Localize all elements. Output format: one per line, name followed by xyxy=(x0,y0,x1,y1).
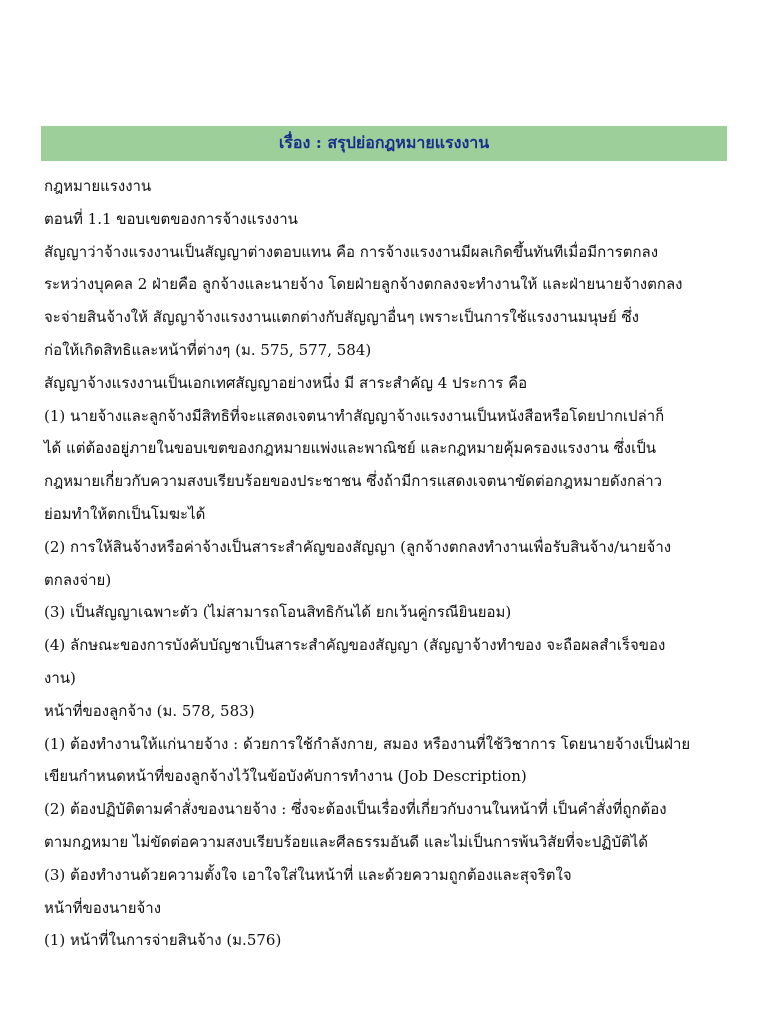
text-line: (1) หน้าที่ในการจ่ายสินจ้าง (ม.576) xyxy=(44,931,282,950)
text-line: (1) นายจ้างและลูกจ้างมีสิทธิที่จะแสดงเจตนาทำสัญญาจ้างแรงงานเป็นหนังสือหรือโดยปากเปล่าก็ xyxy=(44,406,665,425)
text-line: ได้ แต่ต้องอยู่ภายในขอบเขตของกฎหมายแพ่งและพาณิชย์ และกฎหมายคุ้มครองแรงงาน ซึ่งเป็น xyxy=(44,439,657,458)
text-line: หน้าที่ของนายจ้าง xyxy=(44,898,162,917)
document-body xyxy=(44,170,734,957)
text-line: สัญญาจ้างแรงงานเป็นเอกเทศสัญญาอย่างหนึ่ง มี สาระสำคัญ 4 ประการ คือ xyxy=(44,373,528,392)
text-line: ตกลงจ่าย) xyxy=(44,570,112,589)
text-line: (2) การให้สินจ้างหรือค่าจ้างเป็นสาระสำคัญของสัญญา (ลูกจ้างตกลงทำงานเพื่อรับสินจ้าง/นายจ้าง xyxy=(44,537,672,556)
text-line: งาน) xyxy=(44,668,76,687)
text-line: ก่อให้เกิดสิทธิและหน้าที่ต่างๆ (ม. 575, 577, 584) xyxy=(44,340,372,359)
text-line: (4) ลักษณะของการบังคับบัญชาเป็นสาระสำคัญของสัญญา (สัญญาจ้างทำของ จะถือผลสำเร็จของ xyxy=(44,636,666,655)
text-line: ระหว่างบุคคล 2 ฝ่ายคือ ลูกจ้างและนายจ้าง โดยฝ่ายลูกจ้างตกลงจะทำงานให้ และฝ่ายนายจ้างตกลง xyxy=(44,275,683,294)
text-line: ย่อมทำให้ตกเป็นโมฆะได้ xyxy=(44,504,206,523)
text-line: (3) ต้องทำงานด้วยความตั้งใจ เอาใจใส่ในหน้าที่ และด้วยความถูกต้องและสุจริตใจ xyxy=(44,865,572,884)
text-line: สัญญาว่าจ้างแรงงานเป็นสัญญาต่างตอบแทน คือ การจ้างแรงงานมีผลเกิดขึ้นทันทีเมื่อมีการตกลง xyxy=(44,242,659,261)
text-line: (2) ต้องปฏิบัติตามคำสั่งของนายจ้าง : ซึ่งจะต้องเป็นเรื่องที่เกี่ยวกับงานในหน้าที่ เป็นคำสั่งที่ถูกต้อง xyxy=(44,800,667,819)
text-line: หน้าที่ของลูกจ้าง (ม. 578, 583) xyxy=(44,701,255,720)
text-line: ตามกฎหมาย ไม่ขัดต่อความสงบเรียบร้อยและศีลธรรมอันดี และไม่เป็นการพ้นวิสัยที่จะปฏิบัติได้ xyxy=(44,832,649,851)
page-title: เรื่อง : สรุปย่อกฎหมายแรงงาน xyxy=(278,133,490,152)
text-line: ตอนที่ 1.1 ขอบเขตของการจ้างแรงงาน xyxy=(44,209,298,228)
text-line: จะจ่ายสินจ้างให้ สัญญาจ้างแรงงานแตกต่างกับสัญญาอื่นๆ เพราะเป็นการใช้แรงงานมนุษย์ ซึ่ง xyxy=(44,308,639,327)
text-line: เขียนกำหนดหน้าที่ของลูกจ้างไว้ในข้อบังคับการทำงาน (Job Description) xyxy=(44,767,527,786)
text-line: (3) เป็นสัญญาเฉพาะตัว (ไม่สามารถโอนสิทธิกันได้ ยกเว้นคู่กรณียินยอม) xyxy=(44,603,512,622)
title-bar xyxy=(41,126,727,161)
text-line: (1) ต้องทำงานให้แก่นายจ้าง : ด้วยการใช้กำลังกาย, สมอง หรืองานที่ใช้วิชาการ โดยนายจ้างเป็นฝ่าย xyxy=(44,734,691,753)
text-line: กฎหมายแรงงาน xyxy=(44,177,152,195)
text-line: กฎหมายเกี่ยวกับความสงบเรียบร้อยของประชาชน ซึ่งถ้ามีการแสดงเจตนาขัดต่อกฎหมายดังกล่าว xyxy=(44,472,663,491)
